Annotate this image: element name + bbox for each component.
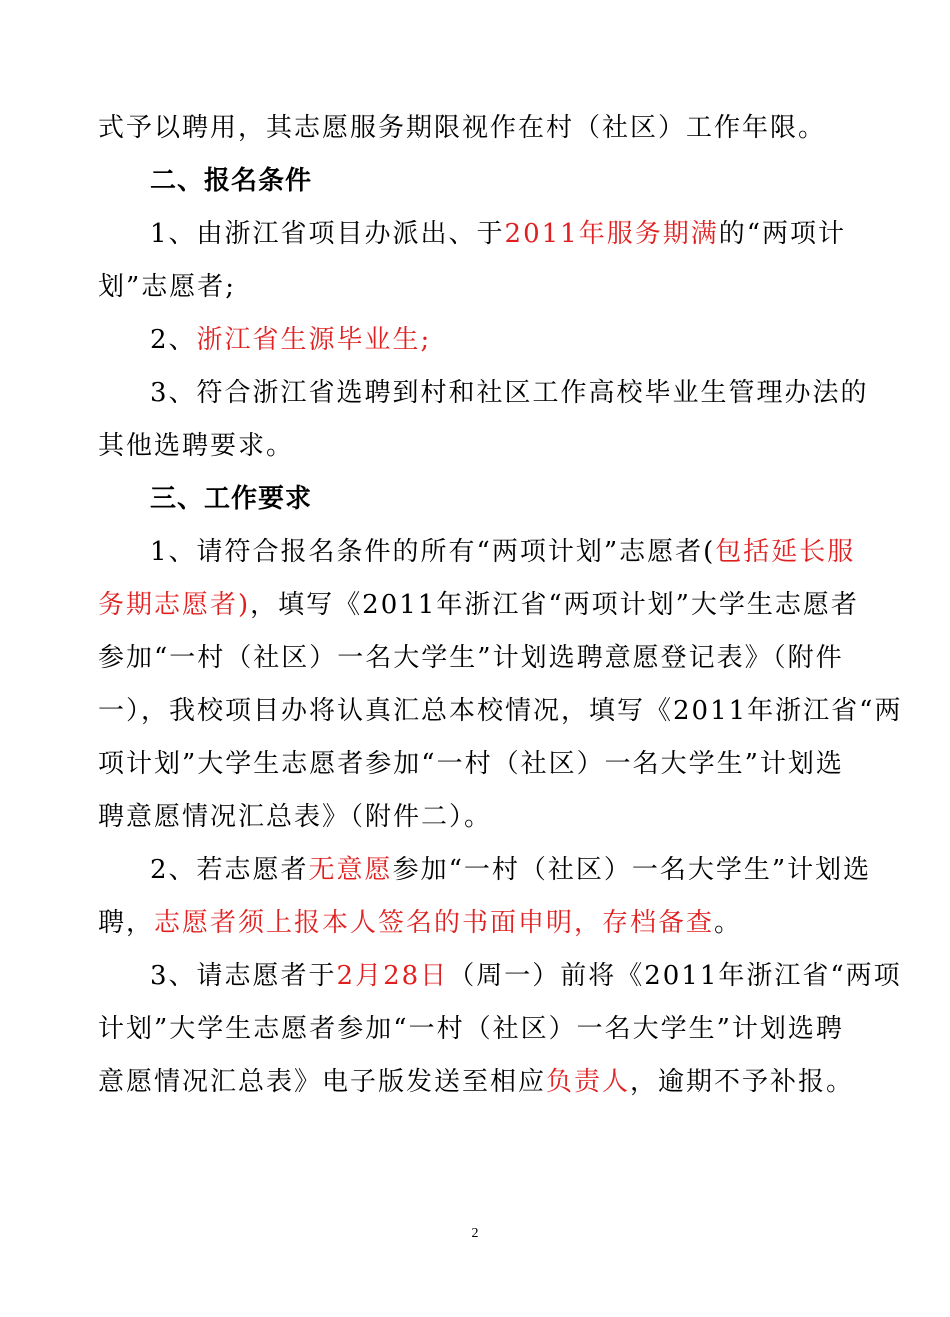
text-line-17	[150, 959, 902, 993]
highlighted-text: 无意愿	[308, 855, 393, 885]
text-segment: 参加“一村（社区）一名大学生”计划选聘意愿登记表》（附件	[98, 643, 844, 673]
highlighted-text: 务期志愿者)	[98, 590, 251, 620]
text-line-3	[150, 217, 858, 251]
text-segment: ，填写《2011年浙江省“两项计划”大学生志愿者	[250, 590, 859, 620]
text-segment: 三、工作要求	[150, 484, 313, 514]
text-line-4	[98, 270, 858, 304]
text-segment: 1、请符合报名条件的所有“两项计划”志愿者(	[150, 537, 716, 567]
text-segment: 式予以聘用，其志愿服务期限视作在村（社区）工作年限。	[98, 113, 827, 143]
text-line-19	[98, 1065, 858, 1099]
text-segment: 计划”大学生志愿者参加“一村（社区）一名大学生”计划选聘	[98, 1014, 844, 1044]
text-line-12	[98, 694, 903, 728]
text-segment: 聘意愿情况汇总表》（附件二）。	[98, 802, 493, 832]
text-line-14	[98, 800, 858, 834]
highlighted-text: 浙江省生源毕业生;	[196, 325, 432, 355]
text-line-18	[98, 1012, 858, 1046]
text-line-15	[150, 853, 872, 887]
text-segment: 1、由浙江省项目办派出、于	[150, 219, 505, 249]
highlighted-text: 负责人	[546, 1067, 631, 1097]
text-segment: ，逾期不予补报。	[630, 1067, 855, 1097]
highlighted-text: 2月28日	[336, 961, 449, 991]
section-heading-registration	[150, 164, 858, 198]
highlighted-text: 2011年服务期满	[504, 219, 719, 249]
text-segment: 一），我校项目办将认真汇总本校情况，填写《2011年浙江省“两	[98, 696, 903, 726]
text-line-9	[150, 535, 858, 569]
text-line-7	[98, 429, 858, 463]
text-segment: 3、符合浙江省选聘到村和社区工作高校毕业生管理办法的	[150, 378, 869, 408]
text-segment: 划”志愿者;	[98, 272, 237, 302]
text-line-6	[150, 376, 869, 410]
text-segment: 。	[714, 908, 743, 938]
text-segment: 二、报名条件	[150, 166, 313, 196]
page-number: 2	[471, 1226, 479, 1241]
text-line-1	[98, 111, 858, 145]
text-segment: 意愿情况汇总表》电子版发送至相应	[98, 1067, 547, 1097]
text-line-11	[98, 641, 858, 675]
text-line-13	[98, 747, 858, 781]
text-line-16	[98, 906, 858, 940]
text-segment: 的“两项计	[718, 219, 847, 249]
text-segment: 2、	[150, 325, 197, 355]
highlighted-text: 包括延长服	[715, 537, 856, 567]
text-segment: （周一）前将《2011年浙江省“两项	[448, 961, 902, 991]
highlighted-text: 志愿者须上报本人签名的书面申明，存档备查	[154, 908, 715, 938]
section-heading-requirements	[150, 482, 858, 516]
text-segment: 项计划”大学生志愿者参加“一村（社区）一名大学生”计划选	[98, 749, 844, 779]
text-segment: 其他选聘要求。	[98, 431, 295, 461]
text-segment: 参加“一村（社区）一名大学生”计划选	[392, 855, 872, 885]
text-segment: 聘，	[98, 908, 155, 938]
text-segment: 3、请志愿者于	[150, 961, 337, 991]
text-line-5	[150, 323, 858, 357]
text-segment: 2、若志愿者	[150, 855, 309, 885]
text-line-10	[98, 588, 858, 622]
